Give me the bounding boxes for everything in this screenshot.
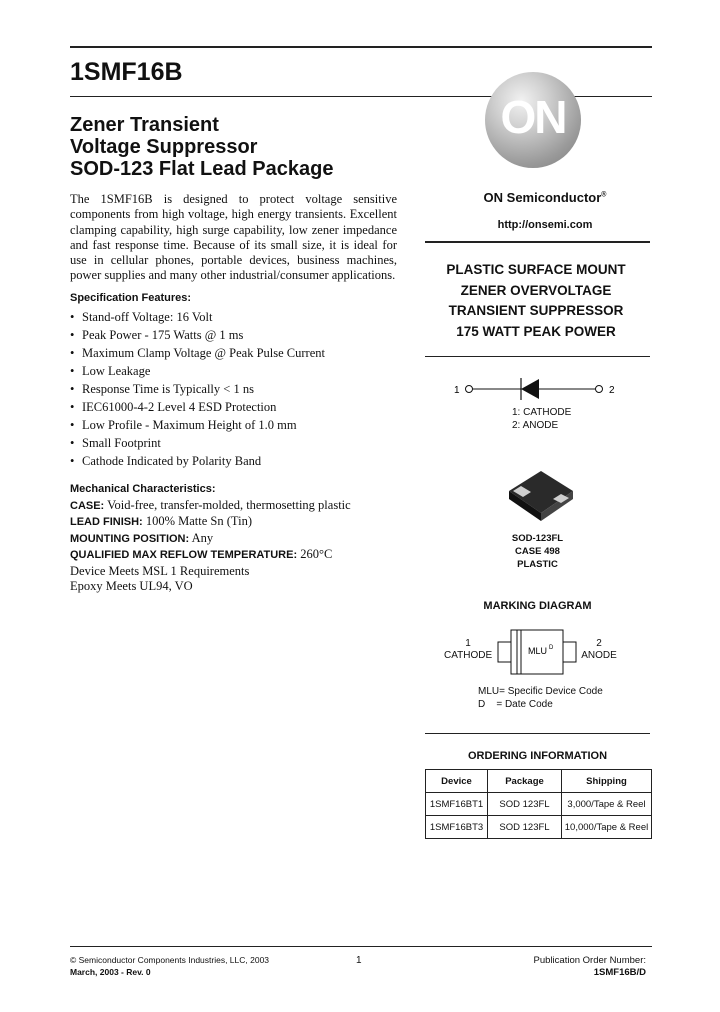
package-image-icon xyxy=(503,465,577,527)
publication-label: Publication Order Number: xyxy=(533,955,646,966)
brand-name: ON Semiconductor® xyxy=(483,190,607,205)
top-rule xyxy=(70,46,652,48)
publication-number: 1SMF16B/D xyxy=(593,966,646,978)
part-number: 1SMF16B xyxy=(70,58,183,86)
list-item: • Response Time is Typically < 1 ns xyxy=(70,382,254,396)
ordering-title: ORDERING INFORMATION xyxy=(467,750,608,762)
reflow-label: QUALIFIED MAX REFLOW TEMPERATURE: xyxy=(70,549,298,562)
diode-schematic xyxy=(450,372,620,402)
ordering-table xyxy=(425,769,652,839)
pin-labels: 1: CATHODE 2: ANODE xyxy=(512,407,572,431)
marking-date: D xyxy=(549,645,554,651)
list-item: • Cathode Indicated by Polarity Band xyxy=(70,454,262,468)
marking-body-icon xyxy=(497,628,577,676)
title-line-3: SOD-123 Flat Lead Package xyxy=(70,158,334,180)
ordering-rule xyxy=(425,733,650,734)
footer-left xyxy=(70,955,269,978)
cell-shipping: 10,000/Tape & Reel xyxy=(562,816,652,839)
list-item: • Maximum Clamp Voltage @ Peak Pulse Current xyxy=(70,346,325,360)
mounting-value: Any xyxy=(191,530,214,545)
document-title xyxy=(70,114,333,180)
pin2-number: 2 xyxy=(609,385,615,396)
logo-mark: ON xyxy=(500,91,566,143)
cell-package: SOD 123FL xyxy=(488,816,562,839)
lead-finish-label: LEAD FINISH: xyxy=(70,516,143,529)
epoxy-text: Epoxy Meets UL94, VO xyxy=(70,579,193,594)
mechanical-heading: Mechanical Characteristics: xyxy=(70,483,216,495)
spec-features-list xyxy=(70,308,325,470)
title-line-1: Zener Transient xyxy=(70,114,219,136)
copyright: © Semiconductor Components Industries, LLC, 2003 xyxy=(70,955,270,965)
spec-features-heading: Specification Features: xyxy=(70,292,192,304)
list-item: • Peak Power - 175 Watts @ 1 ms xyxy=(70,328,244,342)
package-label: SOD-123FL CASE 498 PLASTIC xyxy=(511,533,564,570)
marking-pin1: 1 CATHODE xyxy=(444,638,493,661)
table-header-row xyxy=(426,770,652,793)
list-item: • Small Footprint xyxy=(70,436,161,450)
list-item: • Low Profile - Maximum Height of 1.0 mm xyxy=(70,418,297,432)
list-item: • IEC61000-4-2 Level 4 ESD Protection xyxy=(70,400,277,414)
footer-rule xyxy=(70,946,652,947)
cell-package: SOD 123FL xyxy=(488,793,562,816)
msl-text: Device Meets MSL 1 Requirements xyxy=(70,563,250,578)
mounting-label: MOUNTING POSITION: xyxy=(70,532,190,545)
table-row xyxy=(426,816,652,839)
description: The 1SMF16B is designed to protect voltage sensitive components from high voltage, high energy transients. Excellent clamping capability, high surge capability, low zener impedance and fast response time. Because of its small size, it is ideal for use in cellular phones, portable devices, business machines, power supplies and many other industrial/consumer applications. xyxy=(70,192,397,283)
page-number: 1 xyxy=(356,955,362,966)
cell-device: 1SMF16BT3 xyxy=(426,816,488,839)
list-item: • Low Leakage xyxy=(70,364,151,378)
header-device: Device xyxy=(426,770,488,793)
pin1-number: 1 xyxy=(454,385,460,396)
website-url[interactable]: http://onsemi.com xyxy=(497,219,593,231)
header-shipping: Shipping xyxy=(562,770,652,793)
case-label: CASE: xyxy=(70,500,105,512)
table-row xyxy=(426,793,652,816)
marking-legend: MLU= Specific Device Code D = Date Code xyxy=(478,686,603,710)
marking-code: MLU xyxy=(528,646,548,656)
product-summary: PLASTIC SURFACE MOUNT ZENER OVERVOLTAGE TRANSIENT SUPPRESSOR 175 WATT PEAK POWER xyxy=(446,262,626,339)
marking-pin2: 2 ANODE xyxy=(581,638,617,661)
diode-triangle-icon xyxy=(521,379,539,399)
footer-right xyxy=(520,955,646,978)
marking-diagram-title: MARKING DIAGRAM xyxy=(483,600,592,612)
list-item: • Stand-off Voltage: 16 Volt xyxy=(70,310,213,324)
lead-finish-value: 100% Matte Sn (Tin) xyxy=(145,514,252,529)
date-revision: March, 2003 - Rev. 0 xyxy=(70,966,151,977)
header-package: Package xyxy=(488,770,562,793)
cell-device: 1SMF16BT1 xyxy=(426,793,488,816)
cell-shipping: 3,000/Tape & Reel xyxy=(562,793,652,816)
mechanical-characteristics xyxy=(70,498,351,594)
title-line-2: Voltage Suppressor xyxy=(70,136,258,158)
reflow-value: 260°C xyxy=(300,547,333,562)
case-value: Void-free, transfer-molded, thermosetting plastic xyxy=(107,498,351,512)
logo-rule xyxy=(425,241,650,243)
summary-rule xyxy=(425,356,650,357)
